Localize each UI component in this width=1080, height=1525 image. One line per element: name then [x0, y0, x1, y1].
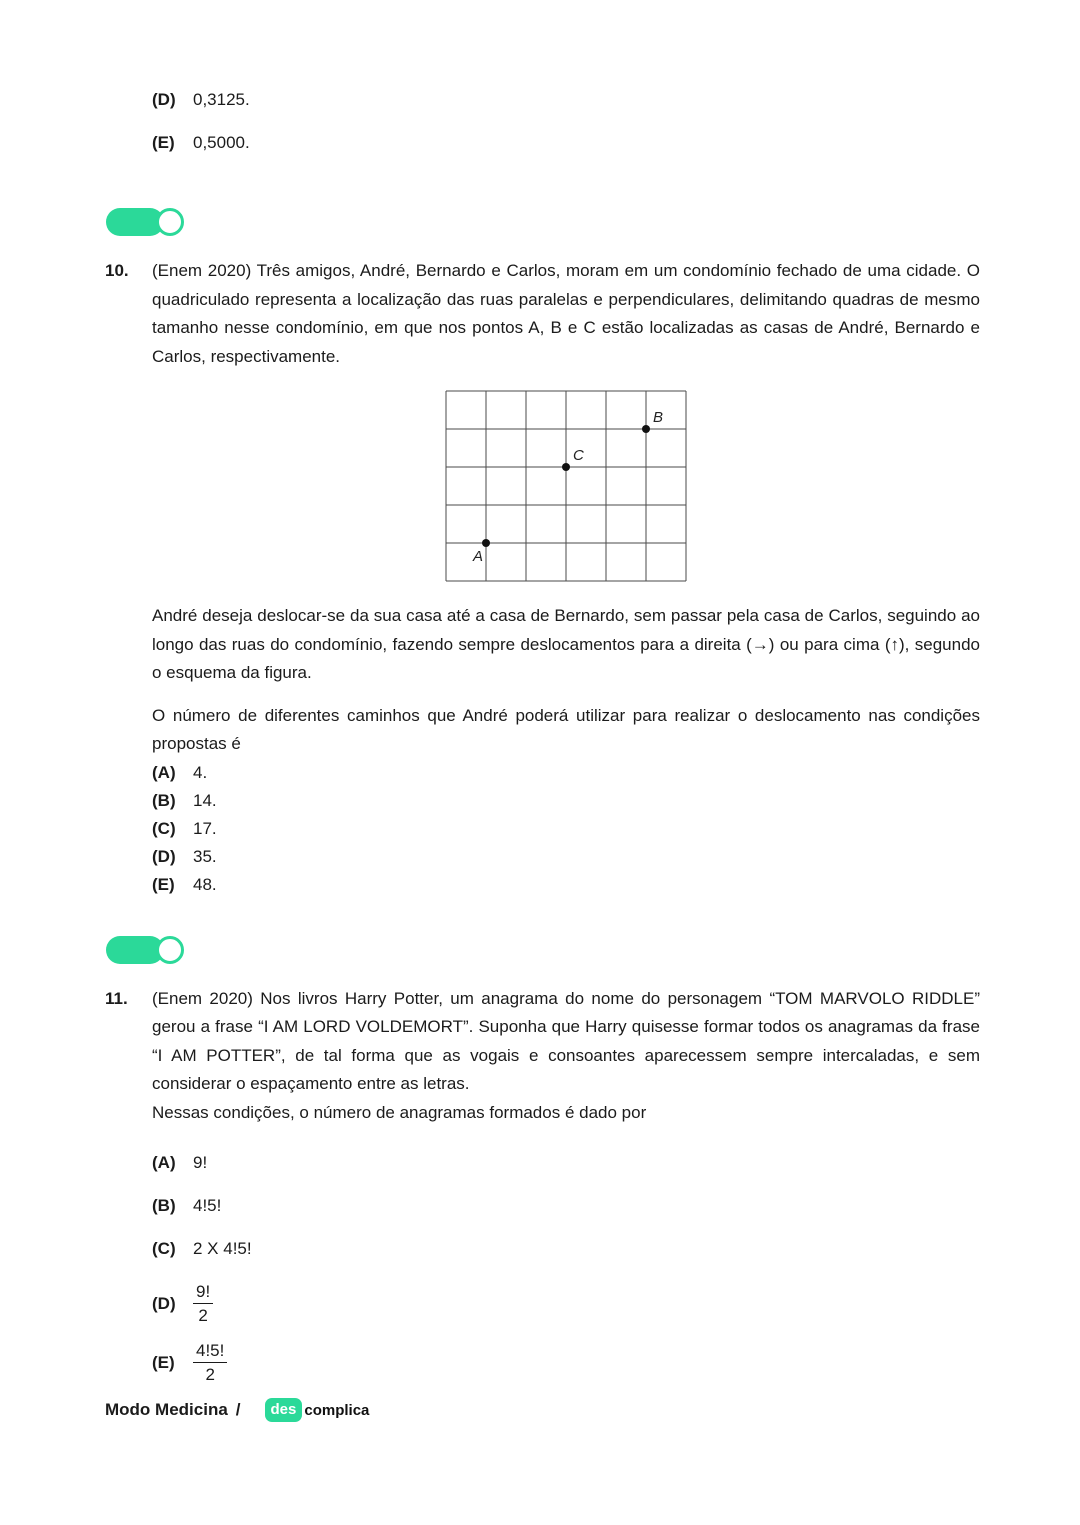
point-b-label: B [653, 409, 664, 426]
option-label: (D) [152, 90, 176, 109]
option-row [152, 815, 980, 843]
grid-figure [436, 385, 696, 592]
option-label: (B) [152, 1196, 176, 1215]
fraction-numerator: 9! [193, 1282, 213, 1304]
option-row [152, 787, 980, 815]
question-stem: (Enem 2020) Três amigos, André, Bernardo e Carlos, moram em um condomínio fechado de uma cidade. O quadriculado representa a localização das ruas paralelas e perpendiculares, delimitando quadras de mesmo tamanho nesse condomínio, em que nos pontos A, B e C estão localizadas as casas de André, Bernardo e Carlos, respectivamente. [152, 261, 980, 366]
question-prompt: Nessas condições, o número de anagramas formados é dado por [152, 1102, 647, 1122]
question-11-options [152, 1153, 980, 1384]
fraction-numerator: 4!5! [193, 1341, 227, 1363]
previous-question-options [152, 90, 980, 153]
question-paragraph: André deseja deslocar-se da sua casa até a casa de Bernardo, sem passar pela casa de Carlos, seguindo ao longo das ruas do condomínio, fazendo sempre deslocamentos para a direita (→) ou para cima (↑), segundo o esquema da figura. [152, 606, 980, 682]
option-text: 17. [193, 818, 217, 838]
question-number: 10. [105, 261, 129, 280]
option-text: 4. [193, 762, 208, 782]
option-label: (D) [152, 846, 176, 866]
option-row [152, 759, 980, 787]
option-label: (B) [152, 790, 176, 810]
section-divider [105, 207, 980, 237]
fraction [193, 1341, 227, 1384]
toggle-icon [105, 935, 187, 965]
question-prompt: O número de diferentes caminhos que André poderá utilizar para realizar o deslocamento nas condições propostas é [152, 705, 980, 753]
toggle-icon [105, 207, 187, 237]
descomplica-logo [265, 1398, 370, 1422]
point-b-dot [642, 425, 650, 433]
option-row [152, 871, 980, 899]
option-label: (D) [152, 1293, 176, 1313]
option-label: (E) [152, 874, 175, 894]
page-footer [105, 1398, 369, 1422]
option-row [152, 1341, 980, 1384]
option-label: (C) [152, 1239, 176, 1258]
option-row [152, 90, 980, 110]
question-10 [105, 257, 980, 899]
option-row [152, 1282, 980, 1325]
option-text: 35. [193, 846, 217, 866]
footer-slash: / [235, 1400, 241, 1419]
option-row [152, 1153, 980, 1173]
point-a-dot [482, 539, 490, 547]
point-a-label: A [473, 548, 484, 565]
footer-course-title: Modo Medicina [105, 1400, 228, 1419]
option-row [152, 1239, 980, 1259]
street-grid-diagram [436, 385, 696, 587]
question-10-options [152, 759, 980, 899]
option-text: 0,3125. [193, 90, 250, 109]
question-11 [105, 985, 980, 1401]
option-text: 2 X 4!5! [193, 1239, 252, 1258]
option-text: 48. [193, 874, 217, 894]
option-label: (A) [152, 762, 176, 782]
fraction [193, 1282, 213, 1325]
section-divider [105, 935, 980, 965]
point-c-label: C [573, 447, 584, 464]
option-text: 14. [193, 790, 217, 810]
fraction-denominator: 2 [205, 1365, 215, 1384]
point-c-dot [562, 463, 570, 471]
question-number: 11. [105, 988, 128, 1008]
option-row [152, 1196, 980, 1216]
fraction-denominator: 2 [198, 1306, 208, 1325]
option-label: (A) [152, 1153, 176, 1172]
option-row [152, 843, 980, 871]
logo-des-badge: des [265, 1398, 303, 1422]
option-label: (C) [152, 818, 176, 838]
option-label: (E) [152, 133, 175, 152]
logo-complica-text: complica [304, 1401, 370, 1419]
question-stem: (Enem 2020) Nos livros Harry Potter, um anagrama do nome do personagem “TOM MARVOLO RIDDLE” gerou a frase “I AM LORD VOLDEMORT”. Suponha que Harry quisesse formar todos os anagramas da frase “I AM POTTER”, de tal forma que as vogais e consoantes aparecessem sempre intercaladas, e sem considerar o espaçamento entre as letras. [152, 988, 980, 1093]
option-text: 9! [193, 1153, 208, 1172]
option-text: 0,5000. [193, 133, 250, 152]
option-row [152, 133, 980, 153]
option-text: 4!5! [193, 1196, 222, 1215]
option-label: (E) [152, 1352, 175, 1372]
